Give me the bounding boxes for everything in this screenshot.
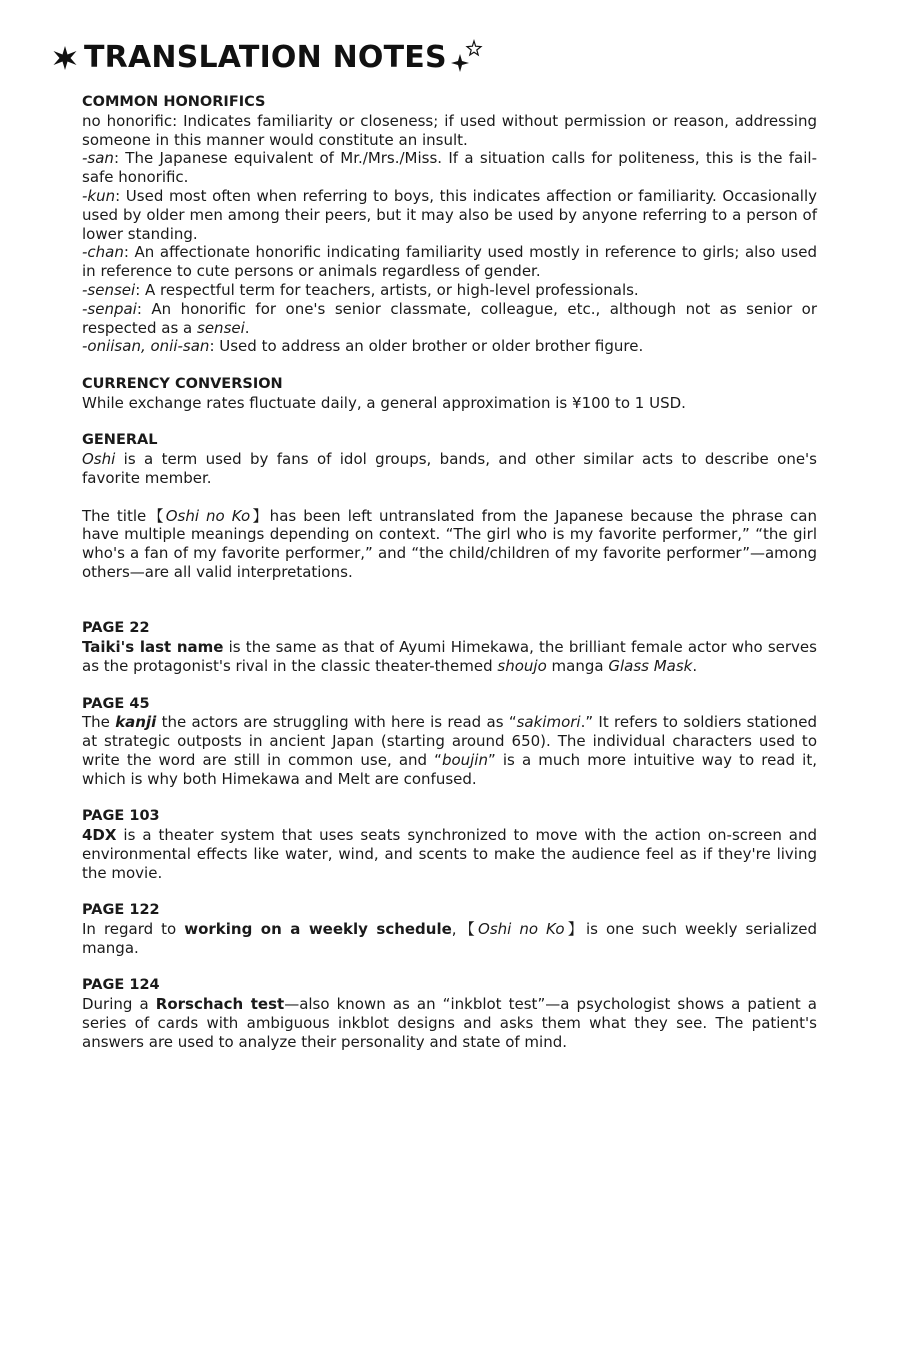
notes-content <box>82 93 817 1052</box>
section-heading: CURRENCY CONVERSION <box>82 375 283 392</box>
page-22-note: Taiki's last name is the same as that of Ayumi Himekawa, the brilliant female actor who serves as the protagonist's rival in the classic theater-themed shoujo manga Glass Mask. <box>82 638 817 675</box>
section-page-122 <box>82 901 817 957</box>
honorific-senpai: -senpai: An honorific for one's senior classmate, colleague, etc., although not as senior or respected as a sensei. <box>82 299 817 337</box>
section-general <box>82 431 817 581</box>
section-heading: PAGE 45 <box>82 695 150 712</box>
honorific-kun: -kun: Used most often when referring to boys, this indicates affection or familiarity. Occasionally used by older men among their peers, but it may also be used by anyone referring to a person of lower standing. <box>82 186 817 243</box>
sparkle-stars-icon <box>450 38 484 72</box>
page-title: TRANSLATION NOTES <box>84 40 447 75</box>
section-page-124 <box>82 976 817 1051</box>
page-45-note: The kanji the actors are struggling with here is read as “sakimori.” It refers to soldiers stationed at strategic outposts in ancient Japan (starting around 650). The individual characters used to write the word are still in common use, and “boujin” is a much more intuitive way to read it, which is why both Himekawa and Melt are confused. <box>82 713 818 788</box>
currency-text: While exchange rates fluctuate daily, a general approximation is ¥100 to 1 USD. <box>82 393 686 412</box>
honorific-sensei: -sensei: A respectful term for teachers, artists, or high-level professionals. <box>82 280 639 299</box>
section-heading: PAGE 122 <box>82 902 160 919</box>
general-title: The title【Oshi no Ko】has been left untranslated from the Japanese because the phrase can have multiple meanings depending on context. “The girl who is my favorite performer,” “the girl who's a fan of my favorite performer,” and “the child/children of my favorite performer”—among others—are all valid interpretations. <box>82 506 817 581</box>
section-page-22 <box>82 619 817 675</box>
honorific-chan: -chan: An affectionate honorific indicating familiarity used mostly in reference to girls; also used in reference to cute persons or animals regardless of gender. <box>82 243 817 281</box>
section-heading: PAGE 22 <box>82 620 150 637</box>
general-oshi: Oshi is a term used by fans of idol groups, bands, and other similar acts to describe one's favorite member. <box>82 450 817 487</box>
section-heading: PAGE 124 <box>82 977 160 994</box>
star-burst-icon <box>52 45 78 71</box>
section-honorifics <box>82 93 817 356</box>
section-heading: COMMON HONORIFICS <box>82 94 266 110</box>
honorific-none: no honorific: Indicates familiarity or closeness; if used without permission or reason, addressing someone in this manner would constitute an insult. <box>82 111 817 149</box>
page-122-note: In regard to working on a weekly schedule,【Oshi no Ko】is one such weekly serialized manga. <box>82 920 818 957</box>
section-page-103 <box>82 807 817 882</box>
section-page-45 <box>82 695 817 789</box>
page-header <box>52 38 484 78</box>
section-heading: PAGE 103 <box>82 808 160 825</box>
section-heading: GENERAL <box>82 432 158 449</box>
honorific-san: -san: The Japanese equivalent of Mr./Mrs./Miss. If a situation calls for politeness, this is the fail-safe honorific. <box>82 149 817 187</box>
page-124-note: During a Rorschach test—also known as an “inkblot test”—a psychologist shows a patient a series of cards with ambiguous inkblot designs and asks them what they see. The patient's answers are used to analyze their personality and state of mind. <box>82 995 817 1051</box>
honorific-oniisan: -oniisan, onii-san: Used to address an older brother or older brother figure. <box>82 337 644 356</box>
section-currency <box>82 375 817 413</box>
page-103-note: 4DX is a theater system that uses seats synchronized to move with the action on-screen and environmental effects like water, wind, and scents to make the audience feel as if they're living the movie. <box>82 826 817 882</box>
